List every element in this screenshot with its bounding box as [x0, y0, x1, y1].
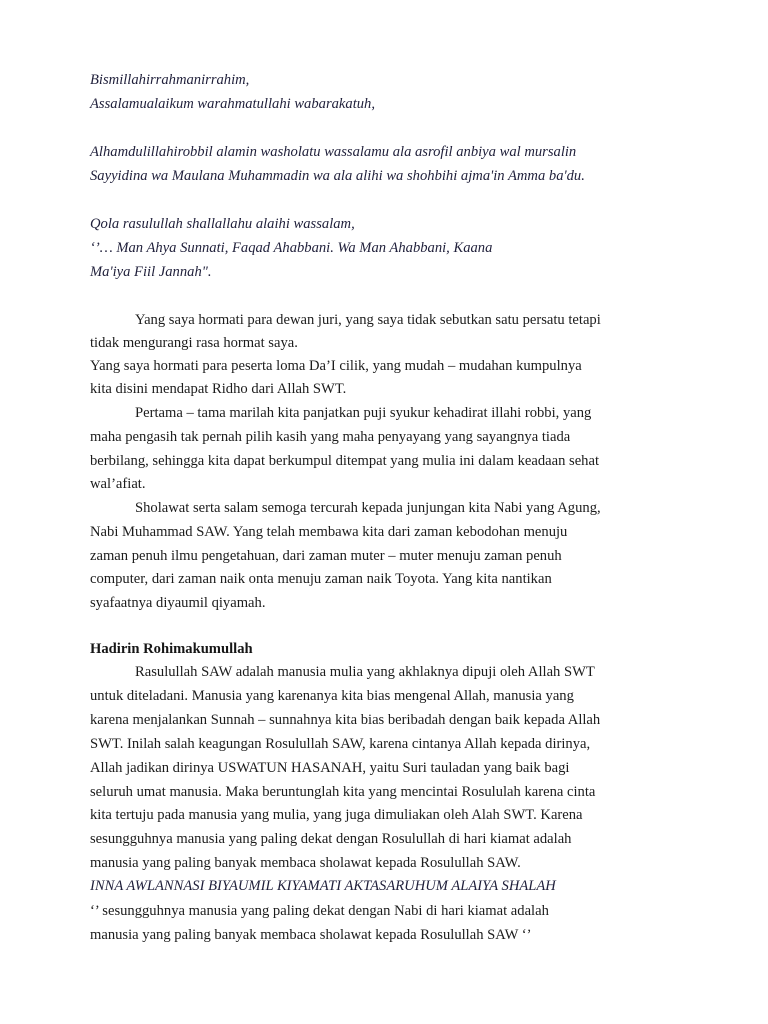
hadith-line: Ma'iya Fiil Jannah". [90, 264, 212, 280]
quote-translation: ‘’ sesungguhnya manusia yang paling dekat dengan Nabi di hari kiamat adalah [90, 903, 549, 919]
section-line: sesungguhnya manusia yang paling dekat dengan Rosulullah di hari kiamat adalah [90, 831, 572, 847]
section-line: kita tertuju pada manusia yang mulia, yang juga dimuliakan oleh Alah SWT. Karena [90, 807, 583, 823]
hamdalah-line: Alhamdulillahirobbil alamin washolatu wassalamu ala asrofil anbiya wal mursalin [90, 144, 577, 160]
greeting-line: zaman penuh ilmu pengetahuan, dari zaman muter – muter menuju zaman penuh [90, 548, 562, 564]
greeting-line: wal’afiat. [90, 476, 146, 492]
quote-translation: manusia yang paling banyak membaca sholawat kepada Rosulullah SAW ‘’ [90, 927, 532, 943]
greeting-line: Yang saya hormati para dewan juri, yang saya tidak sebutkan satu persatu tetapi [135, 312, 601, 328]
section-line: Rasulullah SAW adalah manusia mulia yang akhlaknya dipuji oleh Allah SWT [135, 664, 595, 680]
greeting-line: computer, dari zaman naik onta menuju zaman naik Toyota. Yang kita nantikan [90, 571, 552, 587]
greeting-line: syafaatnya diyaumil qiyamah. [90, 595, 266, 611]
greeting-line: tidak mengurangi rasa hormat saya. [90, 335, 298, 351]
section-heading: Hadirin Rohimakumullah [90, 641, 253, 657]
section-line: karena menjalankan Sunnah – sunnahnya kita bias beribadah dengan baik kepada Allah [90, 712, 601, 728]
section-line: Allah jadikan dirinya USWATUN HASANAH, yaitu Suri tauladan yang baik bagi [90, 760, 570, 776]
opening-salam: Assalamualaikum warahmatullahi wabarakatuh, [90, 96, 375, 112]
section-line: manusia yang paling banyak membaca sholawat kepada Rosulullah SAW. [90, 855, 521, 871]
greeting-line: Yang saya hormati para peserta loma Da’I cilik, yang mudah – mudahan kumpulnya [90, 358, 582, 374]
greeting-line: Sholawat serta salam semoga tercurah kepada junjungan kita Nabi yang Agung, [135, 500, 601, 516]
arabic-quote: INNA AWLANNASI BIYAUMIL KIYAMATI AKTASARUHUM ALAIYA SHALAH [90, 878, 556, 894]
section-line: seluruh umat manusia. Maka beruntunglah kita yang mencintai Rosululah karena cinta [90, 784, 596, 800]
section-line: untuk diteladani. Manusia yang karenanya kita bias mengenal Allah, manusia yang [90, 688, 574, 704]
greeting-line: maha pengasih tak pernah pilih kasih yang maha penyayang yang sayangnya tiada [90, 429, 571, 445]
greeting-line: Nabi Muhammad SAW. Yang telah membawa kita dari zaman kebodohan menuju [90, 524, 568, 540]
opening-basmalah: Bismillahirrahmanirrahim, [90, 72, 250, 88]
hamdalah-line: Sayyidina wa Maulana Muhammadin wa ala alihi wa shohbihi ajma'in Amma ba'du. [90, 168, 585, 184]
hadith-line: ‘’… Man Ahya Sunnati, Faqad Ahabbani. Wa Man Ahabbani, Kaana [90, 240, 493, 256]
greeting-line: Pertama – tama marilah kita panjatkan puji syukur kehadirat illahi robbi, yang [135, 405, 592, 421]
greeting-line: berbilang, sehingga kita dapat berkumpul ditempat yang mulia ini dalam keadaan sehat [90, 453, 599, 469]
section-line: SWT. Inilah salah keagungan Rosulullah SAW, karena cintanya Allah kepada dirinya, [90, 736, 591, 752]
hadith-line: Qola rasulullah shallallahu alaihi wassalam, [90, 216, 355, 232]
greeting-line: kita disini mendapat Ridho dari Allah SWT. [90, 381, 347, 397]
